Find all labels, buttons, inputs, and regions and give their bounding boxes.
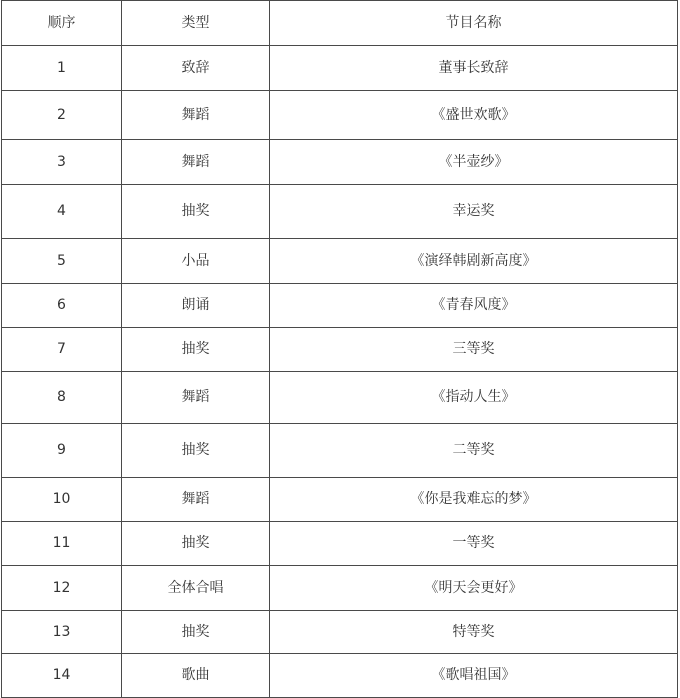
name-cell: 一等奖 — [270, 522, 678, 566]
order-cell: 14 — [2, 654, 122, 698]
table-row — [2, 478, 678, 522]
name-cell: 三等奖 — [270, 328, 678, 372]
name-cell: 《歌唱祖国》 — [270, 654, 678, 698]
table-row — [2, 284, 678, 328]
type-cell: 舞蹈 — [122, 478, 270, 522]
type-cell: 致辞 — [122, 46, 270, 91]
name-cell: 《你是我难忘的梦》 — [270, 478, 678, 522]
order-cell: 8 — [2, 372, 122, 424]
order-cell: 10 — [2, 478, 122, 522]
table-row — [2, 185, 678, 239]
table-row — [2, 654, 678, 698]
header-order: 顺序 — [2, 1, 122, 46]
order-cell: 6 — [2, 284, 122, 328]
type-cell: 舞蹈 — [122, 140, 270, 185]
table-row — [2, 239, 678, 284]
order-cell: 9 — [2, 424, 122, 478]
order-cell: 5 — [2, 239, 122, 284]
order-cell: 1 — [2, 46, 122, 91]
order-cell: 4 — [2, 185, 122, 239]
order-cell: 13 — [2, 611, 122, 654]
header-type: 类型 — [122, 1, 270, 46]
header-name: 节目名称 — [270, 1, 678, 46]
table-row — [2, 611, 678, 654]
name-cell: 《明天会更好》 — [270, 566, 678, 611]
order-cell: 3 — [2, 140, 122, 185]
table-row — [2, 91, 678, 140]
type-cell: 抽奖 — [122, 424, 270, 478]
name-cell: 《盛世欢歌》 — [270, 91, 678, 140]
table-row — [2, 566, 678, 611]
type-cell: 歌曲 — [122, 654, 270, 698]
type-cell: 舞蹈 — [122, 91, 270, 140]
order-cell: 12 — [2, 566, 122, 611]
type-cell: 舞蹈 — [122, 372, 270, 424]
name-cell: 《演绎韩剧新高度》 — [270, 239, 678, 284]
type-cell: 抽奖 — [122, 185, 270, 239]
table-row — [2, 140, 678, 185]
name-cell: 《半壶纱》 — [270, 140, 678, 185]
type-cell: 朗诵 — [122, 284, 270, 328]
table-row — [2, 328, 678, 372]
table-header-row — [2, 1, 678, 46]
name-cell: 《指动人生》 — [270, 372, 678, 424]
order-cell: 11 — [2, 522, 122, 566]
type-cell: 抽奖 — [122, 522, 270, 566]
table-row — [2, 372, 678, 424]
table-row — [2, 424, 678, 478]
name-cell: 二等奖 — [270, 424, 678, 478]
type-cell: 小品 — [122, 239, 270, 284]
name-cell: 特等奖 — [270, 611, 678, 654]
type-cell: 抽奖 — [122, 611, 270, 654]
name-cell: 幸运奖 — [270, 185, 678, 239]
table-row — [2, 46, 678, 91]
name-cell: 《青春风度》 — [270, 284, 678, 328]
type-cell: 抽奖 — [122, 328, 270, 372]
program-schedule-table — [1, 0, 678, 698]
name-cell: 董事长致辞 — [270, 46, 678, 91]
table-row — [2, 522, 678, 566]
order-cell: 7 — [2, 328, 122, 372]
order-cell: 2 — [2, 91, 122, 140]
type-cell: 全体合唱 — [122, 566, 270, 611]
